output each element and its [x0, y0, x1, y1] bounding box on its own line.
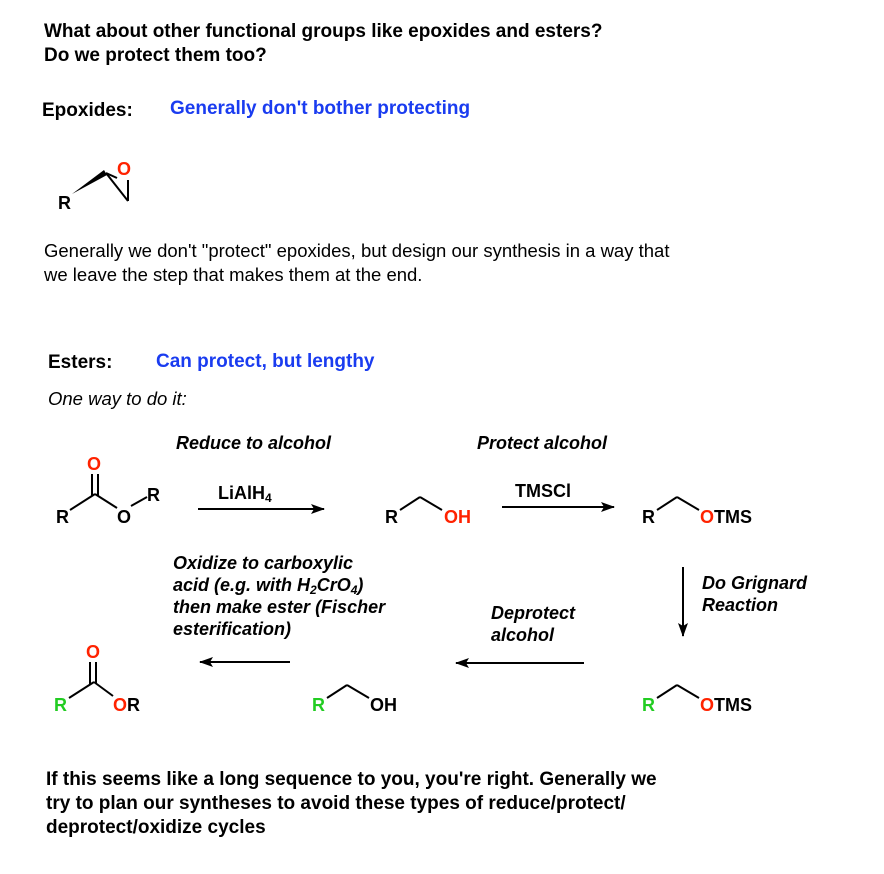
tms-ether-new-otms: OTMS [700, 695, 753, 715]
tms-ether-new-bond-2 [677, 685, 699, 698]
ester-o-r-bond [131, 497, 147, 506]
alcohol-new-r: R [312, 695, 325, 715]
step-grignard-line-2: Reaction [702, 595, 779, 615]
alcohol-oh: OH [444, 507, 471, 527]
reagent-lialh4: LiAlH$_4$ [218, 483, 272, 505]
epoxide-o: O [117, 159, 132, 179]
ester-carbonyl-o: O [87, 454, 102, 474]
ester-r2: R [147, 485, 160, 505]
step-reduce-title: Reduce to alcohol [176, 433, 332, 453]
ester-new-r: R [54, 695, 67, 715]
step-oxidize-line-2: acid (e.g. with $H_2CrO_4$) [173, 575, 364, 597]
ester-r1: R [56, 507, 69, 527]
ester-new-or: OR [113, 695, 141, 715]
step-deprotect-line-2: alcohol [491, 625, 555, 645]
epoxides-note-line-2: we leave the step that makes them at the end. [44, 264, 423, 285]
ester-c-o-bond [95, 494, 117, 508]
question-line-2: Do we protect them too? [44, 45, 267, 66]
epoxides-verdict: Generally don't bother protecting [170, 98, 471, 119]
ester-new-carbonyl-o: O [86, 642, 101, 662]
ester-r1-bond [70, 494, 95, 510]
ester-ether-o: O [117, 507, 132, 527]
step-deprotect-line-1: Deprotect [491, 603, 576, 623]
esters-label: Esters: [48, 352, 113, 373]
tms-ether-new-bond-1 [657, 685, 677, 698]
esters-intro: One way to do it: [48, 388, 187, 409]
ester-new-r-bond [69, 682, 94, 698]
esters-verdict: Can protect, but lengthy [156, 351, 375, 372]
step-oxidize-line-3: then make ester (Fischer [173, 597, 386, 617]
epoxides-label: Epoxides: [42, 100, 133, 121]
epoxide-r: R [58, 193, 71, 213]
ester-new-c-o-bond [94, 682, 113, 696]
step-oxidize-line-1: Oxidize to carboxylic [173, 553, 354, 573]
alcohol-bond-2 [420, 497, 442, 510]
tms-ether-bond-1 [657, 497, 677, 510]
reagent-tmscl: TMSCl [515, 481, 571, 501]
alcohol-bond-1 [400, 497, 420, 510]
tms-ether-r: R [642, 507, 655, 527]
conclusion-line-2: try to plan our syntheses to avoid these types of reduce/protect/ [46, 793, 626, 814]
conclusion-line-1: If this seems like a long sequence to you, you're right. Generally we [46, 769, 657, 790]
step-grignard-line-1: Do Grignard [702, 573, 808, 593]
tms-ether-new-r: R [642, 695, 655, 715]
alcohol-new-bond-1 [327, 685, 347, 698]
alcohol-new-bond-2 [347, 685, 369, 698]
tms-ether-tms: TMS [714, 507, 753, 527]
alcohol-new-oh: OH [370, 695, 397, 715]
tms-ether-bond-2 [677, 497, 699, 510]
question-line-1: What about other functional groups like epoxides and esters? [44, 21, 603, 42]
step-protect-title: Protect alcohol [477, 433, 608, 453]
alcohol-r: R [385, 507, 398, 527]
step-oxidize-line-4: esterification) [173, 619, 292, 639]
conclusion-line-3: deprotect/oxidize cycles [46, 817, 266, 838]
epoxide-wedge-bond [72, 170, 107, 194]
epoxides-note-line-1: Generally we don't "protect" epoxides, but design our synthesis in a way that [44, 240, 670, 261]
tms-ether-o: O [700, 507, 715, 527]
